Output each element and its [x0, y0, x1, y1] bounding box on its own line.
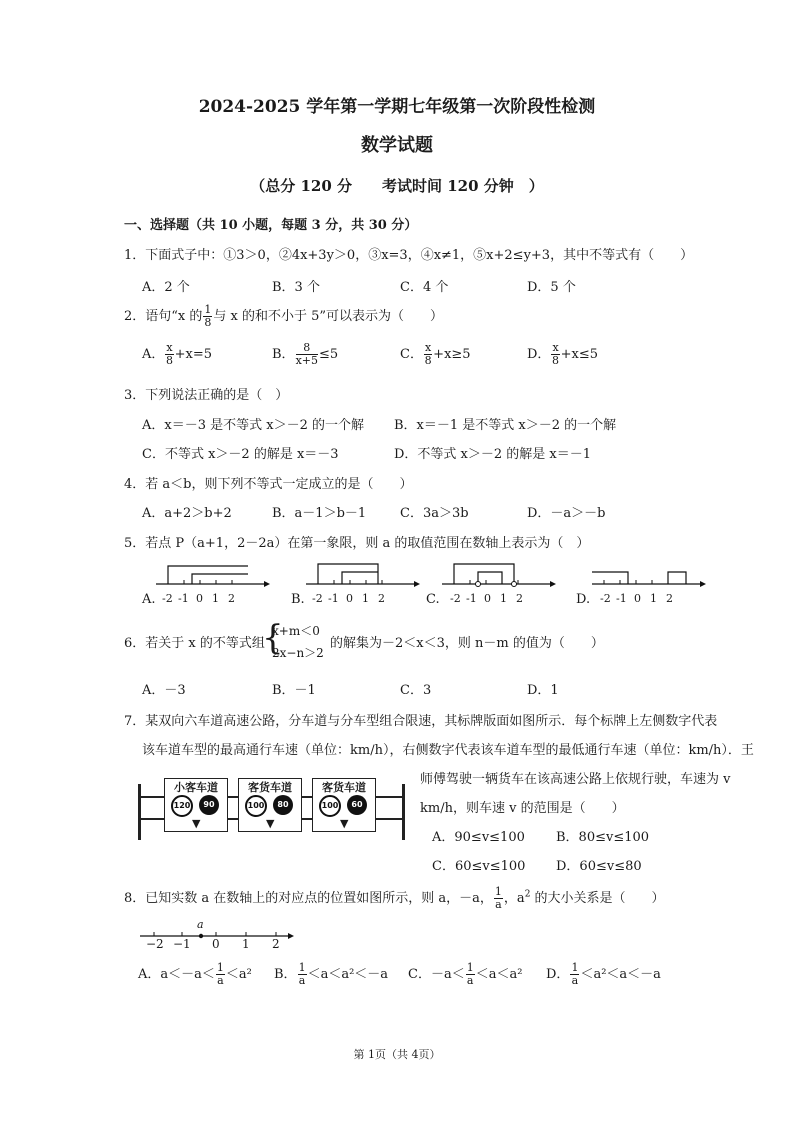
q5-label-c: C. — [426, 592, 440, 607]
q2-option-d: D． $\frac{x}{8}$ +x≤5 — [527, 341, 599, 367]
q6-option-a: A．－3 — [142, 683, 186, 698]
q5-label-b: B. — [291, 592, 305, 607]
q8-option-d: D． $\frac{1}{a}$ ＜a²＜a＜－a — [546, 961, 661, 987]
q7-line1: 7．某双向六车道高速公路，分车道与分车型组合限速，其标牌版面如图所示．每个标牌上左侧数字代表 — [124, 714, 718, 729]
q3-option-a: A．x＝－3 是不等式 x＞－2 的一个解 — [142, 418, 364, 433]
exam-info: （总分 120 分 考试时间 120 分钟 ） — [250, 177, 544, 195]
q7-line2: 该车道车型的最高通行车速（单位：km/h），右侧数字代表该车道车型的最低通行车速（单位：km/h）．王 — [142, 743, 754, 758]
q7-sign-2-max: 100 — [245, 795, 267, 817]
q5-numberline-d — [590, 560, 706, 594]
q1-option-d: D．5 个 — [527, 280, 576, 295]
q7-line4: km/h，则车速 v 的范围是（ ） — [420, 801, 625, 816]
q7-sign-1: 小客车道 120 90 ▼ — [164, 778, 228, 832]
q6-stem-a: 6．若关于 x 的不等式组 — [124, 636, 265, 651]
q4-option-b: B．a－1＞b－1 — [272, 506, 367, 521]
q7-sign-2: 客货车道 100 80 ▼ — [238, 778, 302, 832]
q4-stem: 4．若 a＜b，则下列不等式一定成立的是（ ） — [124, 477, 413, 492]
q8-stem: 8．已知实数 a 在数轴上的对应点的位置如图所示，则 a，－a， $\frac{1}{a}$ ，$a^2$ 的大小关系是（ ） — [124, 885, 665, 911]
q6-option-d: D．1 — [527, 683, 559, 698]
q7-sign-2-arrow-icon: ▼ — [266, 817, 275, 830]
q7-sign-1-max: 120 — [171, 795, 193, 817]
q7-sign-2-min: 80 — [273, 795, 293, 815]
q7-sign-3-arrow-icon: ▼ — [340, 817, 349, 830]
q4-option-a: A．a+2＞b+2 — [142, 506, 232, 521]
q1-option-c: C．4 个 — [400, 280, 449, 295]
q7-option-b: B．80≤v≤100 — [556, 830, 650, 845]
q8-point-label: a — [197, 918, 204, 931]
q3-stem: 3．下列说法正确的是（ ） — [124, 388, 289, 403]
q6-system-line1: x+m＜0 — [272, 624, 320, 638]
q5-numberline-a — [154, 560, 270, 594]
q7-sign-1-min: 90 — [199, 795, 219, 815]
q7-option-a: A．90≤v≤100 — [432, 830, 525, 845]
q2-stem-fraction: $\frac{1}{8}$ — [204, 303, 212, 329]
q7-sign-3-min: 60 — [347, 795, 367, 815]
q7-line3: 师傅驾驶一辆货车在该高速公路上依规行驶，车速为 v — [420, 772, 731, 787]
q7-speed-sign-board — [138, 778, 406, 842]
q7-option-d: D．60≤v≤80 — [556, 859, 642, 874]
q8-option-a: A．a＜－a＜ $\frac{1}{a}$ ＜a² — [138, 961, 252, 987]
q6-stem-b: 的解集为－2＜x＜3，则 n－m 的值为（ ） — [330, 636, 604, 651]
q6-option-c: C．3 — [400, 683, 432, 698]
q3-option-b: B．x＝－1 是不等式 x＞－2 的一个解 — [394, 418, 617, 433]
q8-point-a — [199, 934, 203, 938]
exam-title: 2024-2025 学年第一学期七年级第一次阶段性检测 — [198, 97, 596, 117]
q2-option-b: B． $\frac{8}{x+5}$ ≤5 — [272, 341, 339, 367]
q6-system-line2: 2x−n＞2 — [272, 646, 324, 660]
q7-option-c: C．60≤v≤100 — [432, 859, 526, 874]
q2-option-c: C． $\frac{x}{8}$ +x≥5 — [400, 341, 471, 367]
q5-label-a: A. — [142, 592, 156, 607]
q6-option-b: B．－1 — [272, 683, 316, 698]
section-heading: 一、选择题（共 10 小题，每题 3 分，共 30 分） — [124, 218, 418, 233]
q5-numberline-b — [304, 560, 420, 594]
q7-sign-3-max: 100 — [319, 795, 341, 817]
q3-option-d: D．不等式 x＞－2 的解是 x＝－1 — [394, 447, 592, 462]
subject-title: 数学试题 — [361, 135, 433, 156]
q1-option-a: A．2 个 — [142, 280, 190, 295]
q5-numberline-c — [440, 560, 556, 594]
q2-stem: 2．语句“x 的 $\frac{1}{8}$ 与 x 的和不小于 5”可以表示为（ ） — [124, 303, 444, 329]
q8-option-b: B． $\frac{1}{a}$ ＜a＜a²＜－a — [274, 961, 389, 987]
q3-option-c: C．不等式 x＞－2 的解是 x＝－3 — [142, 447, 339, 462]
q5-label-d: D. — [576, 592, 591, 607]
q2-option-a: A． $\frac{x}{8}$ +x=5 — [142, 341, 212, 367]
q7-sign-3: 客货车道 100 60 ▼ — [312, 778, 376, 832]
q1-option-b: B．3 个 — [272, 280, 320, 295]
q7-sign-1-arrow-icon: ▼ — [192, 817, 201, 830]
q8-option-c: C．－a＜ $\frac{1}{a}$ ＜a＜a² — [408, 961, 523, 987]
q5-stem: 5．若点 P（a+1，2－2a）在第一象限，则 a 的取值范围在数轴上表示为（ ） — [124, 536, 590, 551]
q1-stem: 1．下面式子中：①3＞0，②4x+3y＞0，③x=3，④x≠1，⑤x+2≤y+3，其中不等式有（ ） — [124, 248, 694, 263]
q4-option-c: C．3a＞3b — [400, 506, 469, 521]
q6-brace: { — [262, 618, 284, 658]
page-footer: 第 1页（共 4页） — [353, 1048, 441, 1061]
q4-option-d: D．－a＞－b — [527, 506, 606, 521]
